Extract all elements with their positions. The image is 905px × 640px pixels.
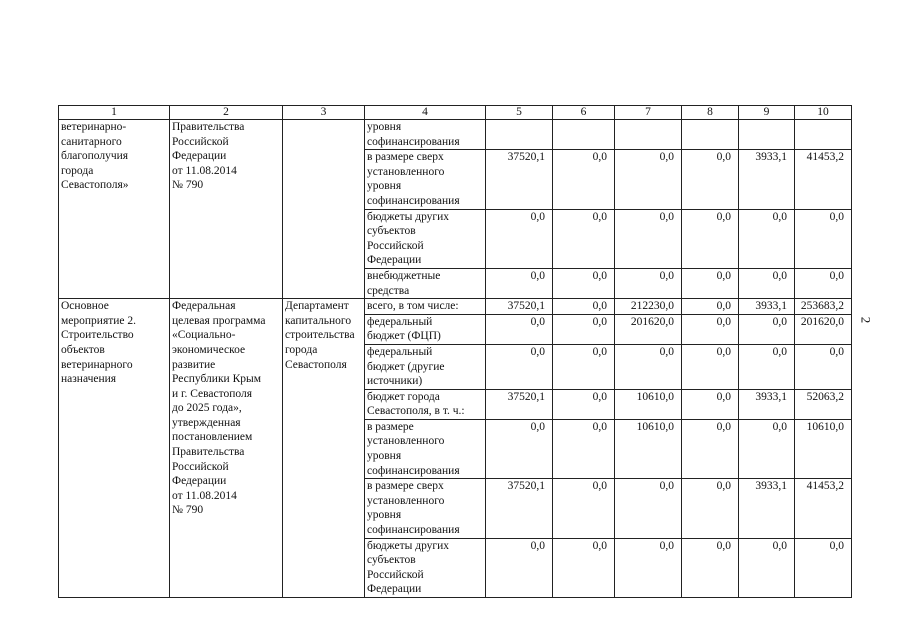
- source-cell: в размере сверх установленного уровня софинансирования: [365, 479, 486, 538]
- value-cell: 0,0: [795, 209, 852, 268]
- value-cell: 3933,1: [739, 150, 795, 209]
- header-cell: 2: [170, 106, 283, 120]
- value-cell: [682, 120, 739, 150]
- value-cell: 37520,1: [486, 299, 553, 315]
- value-cell: 0,0: [615, 209, 682, 268]
- value-cell: 0,0: [682, 268, 739, 298]
- source-cell: бюджеты других субъектов Российской Федерации: [365, 209, 486, 268]
- value-cell: 0,0: [739, 419, 795, 478]
- value-cell: [795, 120, 852, 150]
- header-cell: 7: [615, 106, 682, 120]
- value-cell: 37520,1: [486, 479, 553, 538]
- value-cell: 0,0: [486, 344, 553, 389]
- source-cell: бюджет города Севастополя, в т. ч.:: [365, 389, 486, 419]
- value-cell: 0,0: [739, 314, 795, 344]
- value-cell: [615, 120, 682, 150]
- header-cell: 10: [795, 106, 852, 120]
- source-cell: в размере сверх установленного уровня софинансирования: [365, 150, 486, 209]
- budget-table: [58, 105, 852, 598]
- header-cell: 8: [682, 106, 739, 120]
- source-cell: уровня софинансирования: [365, 120, 486, 150]
- header-row: [59, 106, 852, 120]
- value-cell: 0,0: [553, 538, 615, 597]
- value-cell: 0,0: [739, 538, 795, 597]
- value-cell: 0,0: [682, 419, 739, 478]
- value-cell: 0,0: [553, 150, 615, 209]
- source-cell: федеральный бюджет (ФЦП): [365, 314, 486, 344]
- value-cell: 0,0: [486, 314, 553, 344]
- value-cell: 37520,1: [486, 150, 553, 209]
- value-cell: 0,0: [553, 209, 615, 268]
- value-cell: 0,0: [553, 314, 615, 344]
- value-cell: 3933,1: [739, 479, 795, 538]
- value-cell: 0,0: [795, 538, 852, 597]
- value-cell: 0,0: [615, 344, 682, 389]
- value-cell: 0,0: [682, 314, 739, 344]
- header-cell: 3: [283, 106, 365, 120]
- value-cell: 41453,2: [795, 479, 852, 538]
- value-cell: [486, 120, 553, 150]
- value-cell: 0,0: [739, 209, 795, 268]
- value-cell: [553, 120, 615, 150]
- header-cell: 4: [365, 106, 486, 120]
- value-cell: 253683,2: [795, 299, 852, 315]
- table-row: [59, 299, 852, 315]
- value-cell: 10610,0: [615, 389, 682, 419]
- value-cell: 0,0: [795, 268, 852, 298]
- executor-cell: [283, 120, 365, 299]
- source-cell: бюджеты других субъектов Российской Федерации: [365, 538, 486, 597]
- table-row: [59, 120, 852, 150]
- value-cell: 41453,2: [795, 150, 852, 209]
- source-cell: в размере установленного уровня софинансирования: [365, 419, 486, 478]
- value-cell: 0,0: [486, 268, 553, 298]
- source-cell: всего, в том числе:: [365, 299, 486, 315]
- value-cell: 0,0: [553, 268, 615, 298]
- value-cell: 0,0: [615, 479, 682, 538]
- basis-cell: Федеральная целевая программа «Социально- экономическое развитие Республики Крым и г. Севастополя до 2025 года», утвержденная постановлением Правительства Российской Федерации от 11.08.2014 № 790: [170, 299, 283, 598]
- value-cell: 10610,0: [615, 419, 682, 478]
- value-cell: 3933,1: [739, 299, 795, 315]
- value-cell: 52063,2: [795, 389, 852, 419]
- executor-cell: Департамент капитального строительства города Севастополя: [283, 299, 365, 598]
- value-cell: 201620,0: [795, 314, 852, 344]
- value-cell: 0,0: [615, 268, 682, 298]
- value-cell: 0,0: [553, 479, 615, 538]
- activity-cell: Основное мероприятие 2. Строительство объектов ветеринарного назначения: [59, 299, 170, 598]
- value-cell: 201620,0: [615, 314, 682, 344]
- value-cell: 0,0: [682, 209, 739, 268]
- value-cell: 0,0: [553, 299, 615, 315]
- source-cell: внебюджетные средства: [365, 268, 486, 298]
- value-cell: 0,0: [682, 150, 739, 209]
- value-cell: 10610,0: [795, 419, 852, 478]
- header-cell: 6: [553, 106, 615, 120]
- value-cell: [739, 120, 795, 150]
- value-cell: 0,0: [553, 419, 615, 478]
- value-cell: 0,0: [486, 538, 553, 597]
- value-cell: 0,0: [795, 344, 852, 389]
- value-cell: 0,0: [682, 389, 739, 419]
- value-cell: 0,0: [682, 344, 739, 389]
- value-cell: 37520,1: [486, 389, 553, 419]
- activity-cell: ветеринарно- санитарного благополучия города Севастополя»: [59, 120, 170, 299]
- value-cell: 0,0: [682, 299, 739, 315]
- value-cell: 0,0: [486, 209, 553, 268]
- value-cell: 0,0: [615, 150, 682, 209]
- page-number: 2: [858, 316, 874, 324]
- value-cell: 3933,1: [739, 389, 795, 419]
- value-cell: 0,0: [682, 479, 739, 538]
- value-cell: 0,0: [615, 538, 682, 597]
- source-cell: федеральный бюджет (другие источники): [365, 344, 486, 389]
- value-cell: 0,0: [682, 538, 739, 597]
- value-cell: 0,0: [486, 419, 553, 478]
- header-cell: 5: [486, 106, 553, 120]
- header-cell: 1: [59, 106, 170, 120]
- header-cell: 9: [739, 106, 795, 120]
- value-cell: 212230,0: [615, 299, 682, 315]
- value-cell: 0,0: [739, 268, 795, 298]
- value-cell: 0,0: [739, 344, 795, 389]
- value-cell: 0,0: [553, 344, 615, 389]
- basis-cell: Правительства Российской Федерации от 11.08.2014 № 790: [170, 120, 283, 299]
- value-cell: 0,0: [553, 389, 615, 419]
